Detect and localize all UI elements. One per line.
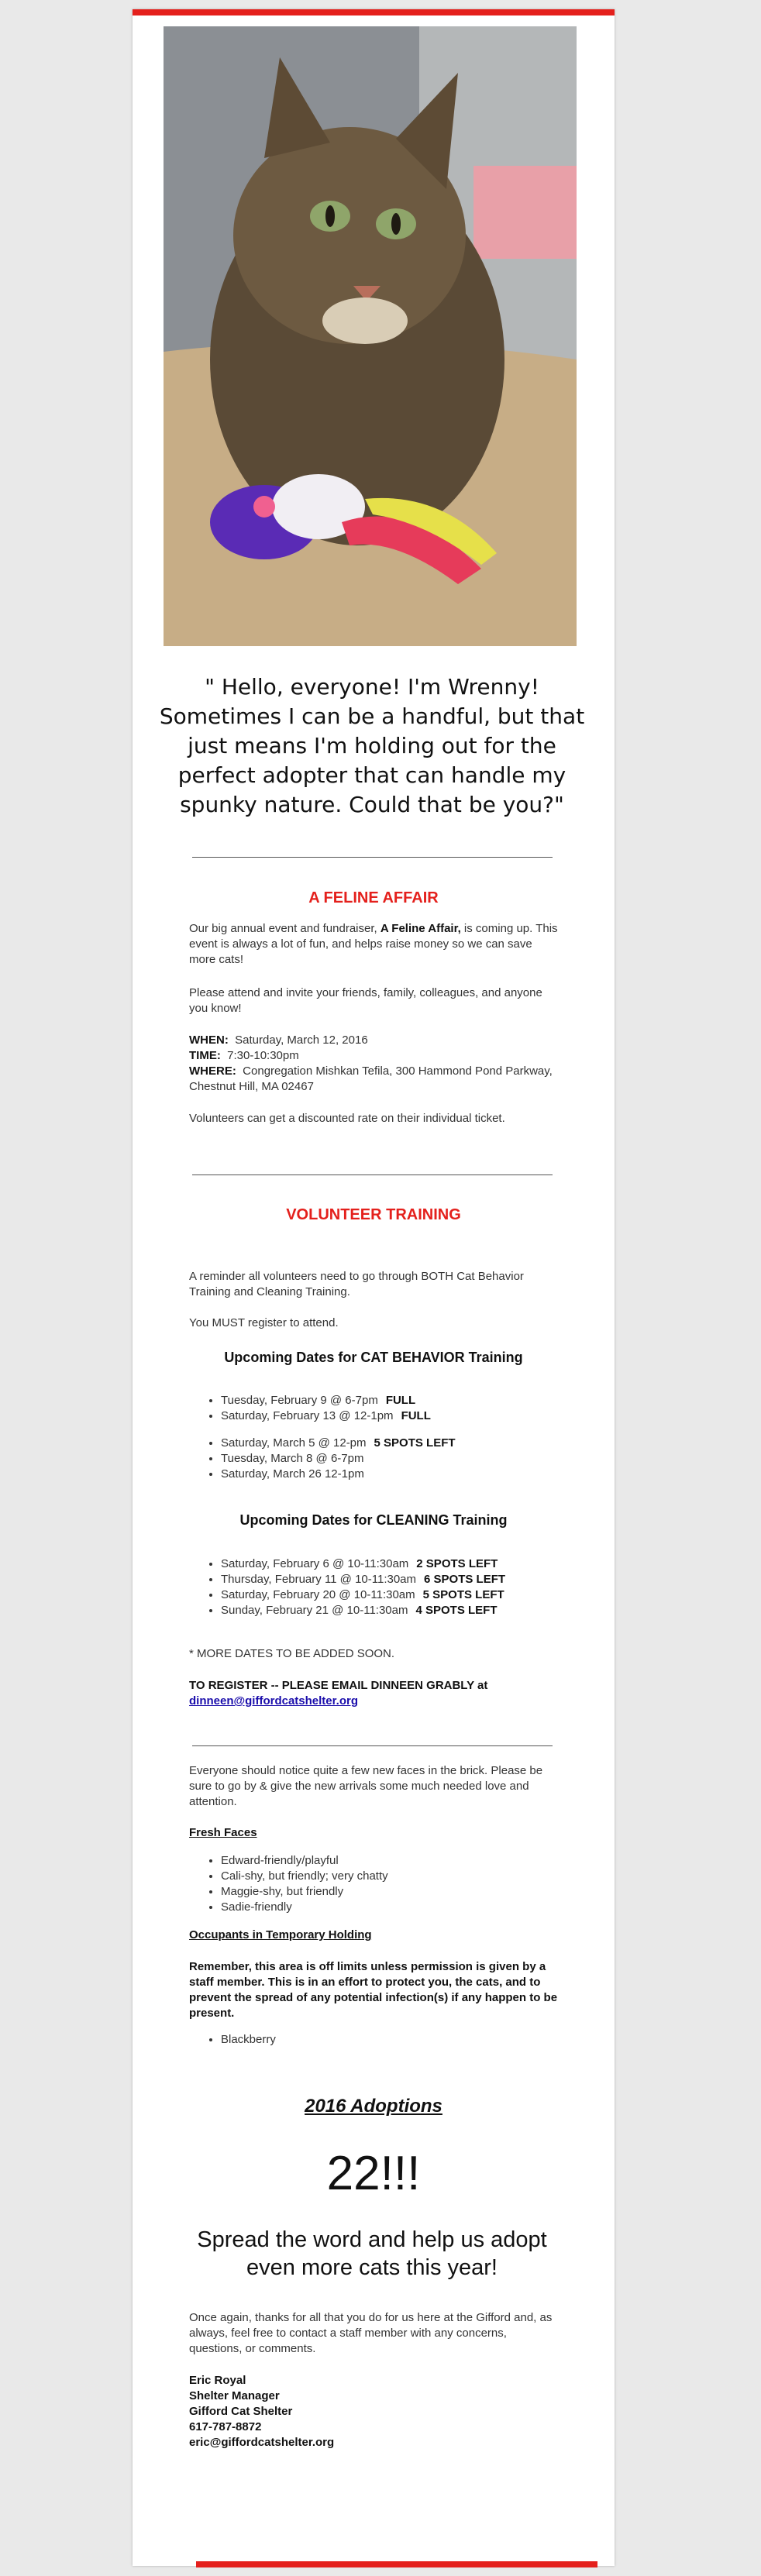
- register-note: [189, 1678, 558, 1709]
- training-status: 4 SPOTS LEFT: [415, 1604, 498, 1617]
- time-value: 7:30-10:30pm: [227, 1049, 299, 1062]
- divider: [192, 857, 553, 858]
- where-value: Congregation Mishkan Tefila, 300 Hammond Pond Parkway, Chestnut Hill, MA 02467: [189, 1064, 553, 1093]
- signature-role: Shelter Manager: [189, 2389, 280, 2402]
- training-must: You MUST register to attend.: [189, 1316, 339, 1329]
- training-status: 5 SPOTS LEFT: [374, 1436, 456, 1450]
- signature-org: Gifford Cat Shelter: [189, 2405, 293, 2418]
- training-date: Thursday, February 11 @ 10-11:30am: [221, 1573, 417, 1586]
- training-status: 6 SPOTS LEFT: [424, 1573, 506, 1586]
- register-text: TO REGISTER -- PLEASE EMAIL DINNEEN GRABLY at: [189, 1679, 488, 1692]
- temp-holding-warning: Remember, this area is off limits unless permission is given by a staff member. This is in an effort to protect you, the cats, and to prevent the spread of any potential infection(s) if any happen to be present.: [189, 1960, 558, 2020]
- temp-holding-list: [205, 2032, 276, 2048]
- training-date-item: [221, 1393, 431, 1408]
- training-date-item: [221, 1587, 505, 1603]
- closing-thanks: Once again, thanks for all that you do for us here at the Gifford and, as always, feel free to contact a staff member with any concerns, questions, or comments.: [189, 2311, 553, 2355]
- when-label: WHEN:: [189, 1033, 229, 1047]
- signature: [189, 2373, 334, 2450]
- list-item: • Sadie-friendly: [221, 1900, 388, 1915]
- cleaning-dates: [205, 1556, 505, 1618]
- training-date: Saturday, March 5 @ 12-pm: [221, 1436, 367, 1450]
- training-status: FULL: [401, 1409, 431, 1422]
- training-reminder: A reminder all volunteers need to go through BOTH Cat Behavior Training and Cleaning Training.: [189, 1270, 524, 1298]
- feline-invite: Please attend and invite your friends, family, colleagues, and anyone you know!: [189, 986, 542, 1015]
- time-label: TIME:: [189, 1049, 221, 1062]
- feline-details: [189, 1033, 558, 1095]
- cat-photo: [164, 26, 577, 646]
- training-status: 2 SPOTS LEFT: [416, 1557, 498, 1570]
- time-row: [189, 1048, 558, 1064]
- hero-quote: " Hello, everyone! I'm Wrenny! Sometimes I can be a handful, but that just means I'm holding out for the perfect adopter that can handle my spunky nature. Could that be you?": [159, 674, 585, 817]
- temp-holding-heading: Occupants in Temporary Holding: [189, 1928, 372, 1941]
- signature-phone: 617-787-8872: [189, 2420, 262, 2433]
- list-item: • Blackberry: [221, 2032, 276, 2048]
- training-date: Sunday, February 21 @ 10-11:30am: [221, 1604, 408, 1617]
- feline-intro-bold: A Feline Affair,: [380, 922, 461, 935]
- training-date: Tuesday, March 8 @ 6-7pm: [221, 1452, 364, 1465]
- training-date-item: [221, 1451, 456, 1467]
- bottom-accent-bar: [196, 2561, 597, 2567]
- register-email-link[interactable]: dinneen@giffordcatshelter.org: [189, 1694, 358, 1708]
- volunteer-training-title: VOLUNTEER TRAINING: [286, 1206, 461, 1223]
- training-date: Saturday, March 26 12-1pm: [221, 1467, 364, 1481]
- behavior-dates-1: [205, 1393, 431, 1424]
- feline-intro-text-2: is coming up. This event is always a lot of fun, and helps raise money so we can save more cats!: [189, 922, 558, 966]
- when-value: Saturday, March 12, 2016: [235, 1033, 368, 1047]
- signature-email: eric@giffordcatshelter.org: [189, 2436, 335, 2449]
- where-label: WHERE:: [189, 1064, 236, 1078]
- fresh-faces-heading: Fresh Faces: [189, 1826, 257, 1839]
- cat-photo-illustration: [164, 26, 577, 646]
- feline-volunteers: Volunteers can get a discounted rate on their individual ticket.: [189, 1112, 505, 1125]
- adoptions-count: 22!!!: [326, 2147, 421, 2200]
- when-row: [189, 1033, 558, 1048]
- list-item: • Edward-friendly/playful: [221, 1853, 388, 1869]
- training-date-item: [221, 1572, 505, 1587]
- training-date: Saturday, February 6 @ 10-11:30am: [221, 1557, 409, 1570]
- spread-the-word: Spread the word and help us adopt even more cats this year!: [197, 2227, 547, 2280]
- signature-name: Eric Royal: [189, 2374, 246, 2387]
- training-status: FULL: [385, 1394, 416, 1407]
- behavior-heading: Upcoming Dates for CAT BEHAVIOR Training: [224, 1350, 523, 1365]
- training-date: Saturday, February 20 @ 10-11:30am: [221, 1588, 415, 1601]
- fresh-faces-list: [205, 1853, 388, 1915]
- adoptions-title: 2016 Adoptions: [305, 2096, 442, 2117]
- divider: [192, 1745, 553, 1746]
- training-date: Saturday, February 13 @ 12-1pm: [221, 1409, 394, 1422]
- training-status: 5 SPOTS LEFT: [422, 1588, 504, 1601]
- where-row: [189, 1064, 558, 1095]
- training-date-item: [221, 1603, 505, 1618]
- top-accent-bar: [133, 9, 615, 15]
- training-date-item: [221, 1467, 456, 1482]
- training-date-item: [221, 1556, 505, 1572]
- brick-intro: Everyone should notice quite a few new faces in the brick. Please be sure to go by & give the new arrivals some much needed love and attention.: [189, 1764, 543, 1808]
- list-item: • Maggie-shy, but friendly: [221, 1884, 388, 1900]
- behavior-dates-2: [205, 1436, 456, 1482]
- training-date-item: [221, 1408, 431, 1424]
- list-item: • Cali-shy, but friendly; very chatty: [221, 1869, 388, 1884]
- training-date-item: [221, 1436, 456, 1451]
- training-date: Tuesday, February 9 @ 6-7pm: [221, 1394, 378, 1407]
- feline-intro: [189, 921, 558, 968]
- feline-intro-text: Our big annual event and fundraiser,: [189, 922, 380, 935]
- cleaning-heading: Upcoming Dates for CLEANING Training: [239, 1512, 508, 1528]
- more-dates-note: * MORE DATES TO BE ADDED SOON.: [189, 1647, 395, 1660]
- feline-affair-title: A FELINE AFFAIR: [308, 889, 439, 906]
